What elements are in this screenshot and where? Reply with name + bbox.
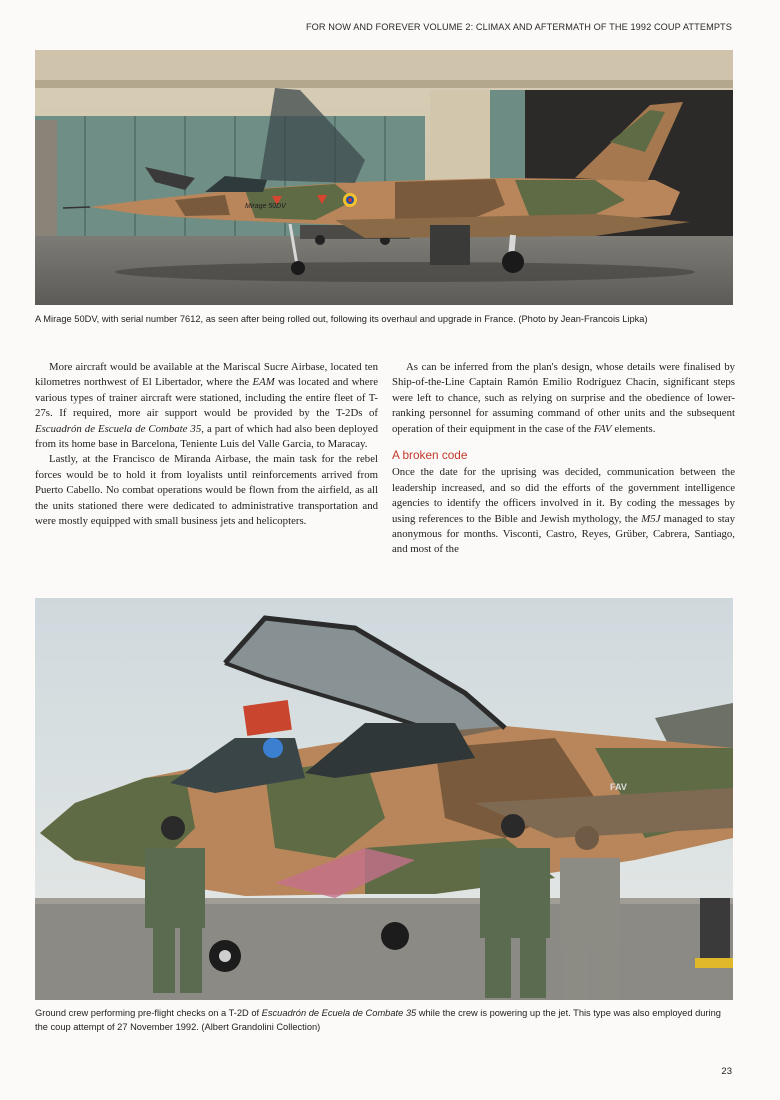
text-run: was located and where various types of trainer aircraft were stationed, including the entire fleet of T-27s. If required, more air support would be provided by the T-2Ds of — [35, 376, 378, 420]
italic-term-eam: EAM — [252, 376, 275, 389]
italic-term-m5j: M5J — [641, 512, 661, 525]
paragraph-plan-design — [392, 360, 735, 437]
body-column-left — [35, 360, 378, 529]
fuselage-lettering: Mirage 50DV — [245, 203, 286, 210]
text-run: elements. — [611, 422, 656, 435]
photo-caption-t2d — [35, 1006, 735, 1034]
paragraph-francisco-de-miranda: Lastly, at the Francisco de Miranda Airbase, the main task for the rebel forces would be to hold it from loyalists until reinforcements arrived from Puerto Cabello. No combat operations would be flown from the airfield, as all the units stationed there were dedicated to administrative transportation and were mostly equipped with small business jets and helicopters. — [35, 453, 378, 528]
paragraph-airbase-mariscal-sucre — [35, 360, 378, 452]
italic-term-fav: FAV — [593, 422, 612, 435]
page-number: 23 — [721, 1066, 732, 1077]
caption-italic-unit: Escuadrón de Ecuela de Combate 35 — [261, 1008, 417, 1018]
mirage-photo-illustration — [35, 50, 733, 305]
text-run: More aircraft would be available at the Mariscal Sucre Airbase, located ten kilometres northwest of El Libertador, where the — [35, 361, 378, 389]
text-run: As can be inferred from the plan's design, whose details were finalised by Ship-of-the-Line Captain Ramón Emilio Rodríguez Chacín, significant steps were left to chance, such as relying on surprise and the obedience of lower-ranking personnel for assuming command of other units and the subsequent operation of their equipment in the case of the — [392, 361, 735, 435]
fuselage-lettering-fav: FAV — [610, 782, 627, 792]
photo-mirage-50dv — [35, 50, 733, 305]
t2d-photo-illustration — [35, 598, 733, 1000]
photo-t2d-ground-crew — [35, 598, 733, 1000]
caption-run: while the crew is powering up the jet. This type was also employed during the coup attempt of 27 November 1992. (Albert Grandolini Collection) — [35, 1008, 721, 1032]
text-run: Once the date for the uprising was decided, communication between the leadership increased, and so did the efforts of the government intelligence agencies to identify the officers involved in it. By coding the messages by using references to the Bible and Jewish mythology, the — [392, 466, 735, 525]
paragraph-broken-code — [392, 465, 735, 557]
photo-caption-mirage: A Mirage 50DV, with serial number 7612, as seen after being rolled out, following its overhaul and upgrade in France. (Photo by Jean-Francois Lipka) — [35, 314, 648, 324]
caption-run: Ground crew performing pre-flight checks on a T-2D of — [35, 1008, 262, 1018]
running-header: FOR NOW AND FOREVER VOLUME 2: CLIMAX AND AFTERMATH OF THE 1992 COUP ATTEMPTS — [305, 22, 732, 32]
text-run: , a part of which had also been deployed from its home base in Barcelona, Teniente Luis del Valle Garcia, to Maracay. — [35, 422, 378, 451]
text-run: managed to stay anonymous for months. Visconti, Castro, Reyes, Grüber, Cabrera, Santiago, and most of the — [392, 512, 735, 556]
body-column-right — [392, 360, 735, 558]
section-heading-broken-code: A broken code — [392, 448, 468, 463]
italic-unit-name: Escuadrón de Escuela de Combate 35 — [35, 422, 202, 435]
